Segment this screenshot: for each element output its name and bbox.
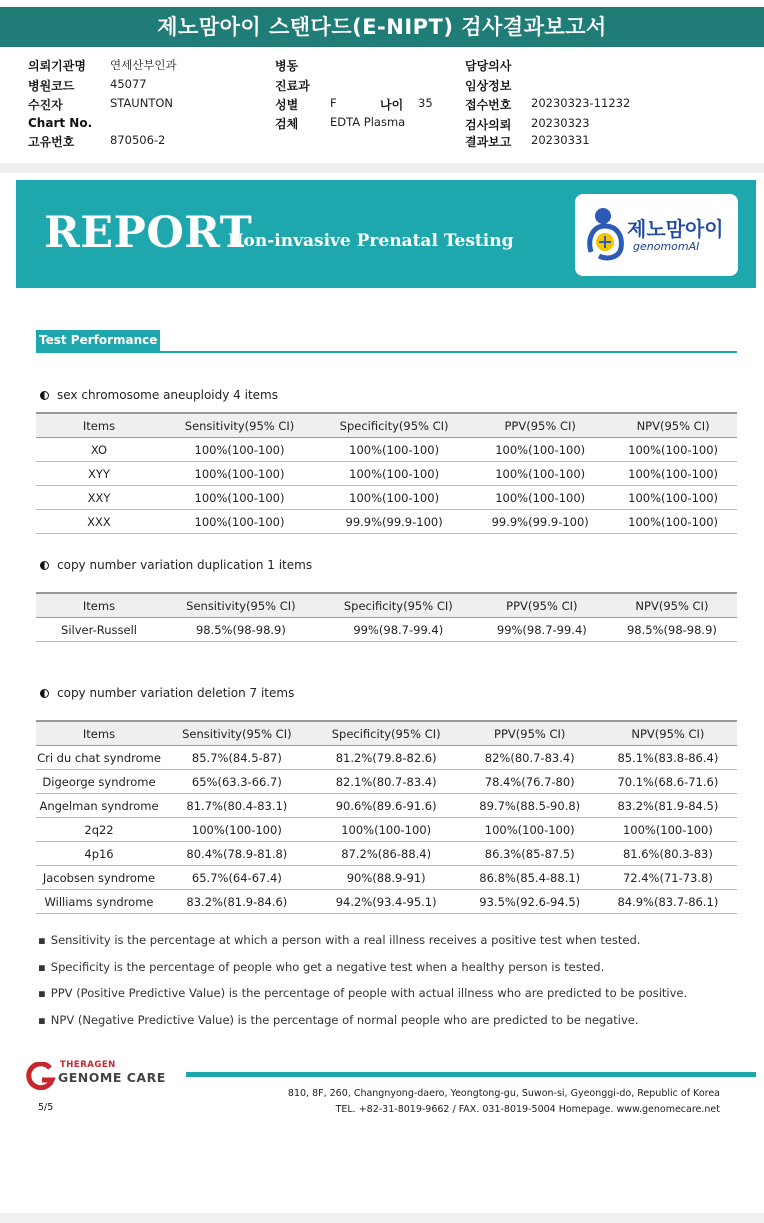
- table-cell: 100%(100-100): [609, 486, 737, 510]
- table-cell: 100%(100-100): [162, 462, 317, 486]
- table-cell: 83.2%(81.9-84.6): [162, 890, 312, 914]
- table-cell: 84.9%(83.7-86.1): [599, 890, 737, 914]
- label-receipt-no: 접수번호: [465, 98, 512, 112]
- value-receipt-no: 20230323-11232: [531, 96, 631, 110]
- table-row: [36, 818, 737, 842]
- table-cell: 72.4%(71-73.8): [599, 866, 737, 890]
- column-header: Sensitivity(95% CI): [162, 721, 312, 746]
- table-cell: Silver-Russell: [36, 618, 162, 642]
- table-row: [36, 438, 737, 462]
- column-header: Items: [36, 413, 162, 438]
- column-header: Specificity(95% CI): [320, 593, 477, 618]
- table-header-row: [36, 721, 737, 746]
- label-department: 진료과: [275, 79, 310, 93]
- table-cell: 100%(100-100): [317, 462, 471, 486]
- table-cell: 65%(63.3-66.7): [162, 770, 312, 794]
- table-cell: Cri du chat syndrome: [36, 746, 162, 770]
- performance-table-sex-chromosome: [36, 412, 737, 534]
- table-cell: 70.1%(68.6-71.6): [599, 770, 737, 794]
- note-npv: ▪ NPV (Negative Predictive Value) is the percentage of normal people who are predicted to be negative.: [38, 1013, 687, 1040]
- table-cell: XO: [36, 438, 162, 462]
- table-cell: 2q22: [36, 818, 162, 842]
- table-cell: 100%(100-100): [609, 462, 737, 486]
- table-cell: 81.7%(80.4-83.1): [162, 794, 312, 818]
- table-cell: 81.2%(79.8-82.6): [312, 746, 461, 770]
- column-header: Items: [36, 593, 162, 618]
- label-test-request: 검사의뢰: [465, 118, 512, 132]
- table-row: [36, 890, 737, 914]
- label-result-report: 결과보고: [465, 135, 512, 149]
- label-patient: 수진자: [28, 98, 63, 112]
- table-cell: 100%(100-100): [609, 438, 737, 462]
- half-circle-bullet-icon: [40, 689, 49, 698]
- report-banner: [16, 180, 756, 288]
- divider: [0, 163, 764, 173]
- footer-contact: TEL. +82-31-8019-9662 / FAX. 031-8019-5004 Homepage. www.genomecare.net: [335, 1104, 720, 1115]
- company-name-small: THERAGEN: [60, 1060, 116, 1070]
- value-hospital-code: 45077: [110, 77, 147, 91]
- table-cell: 82%(80.7-83.4): [461, 746, 599, 770]
- table-cell: Williams syndrome: [36, 890, 162, 914]
- value-sex: F: [330, 96, 337, 110]
- table-cell: 99%(98.7-99.4): [320, 618, 477, 642]
- company-name-big: GENOME CARE: [58, 1070, 166, 1085]
- performance-table-deletion: [36, 720, 737, 914]
- value-specimen: EDTA Plasma: [330, 115, 406, 129]
- table-header-row: [36, 413, 737, 438]
- footer-address: 810, 8F, 260, Changnyong-daero, Yeongtong-gu, Suwon-si, Gyeonggi-do, Republic of Korea: [287, 1088, 720, 1099]
- brand-logo: [575, 194, 738, 276]
- label-doctor: 담당의사: [465, 59, 512, 73]
- note-ppv: ▪ PPV (Positive Predictive Value) is the percentage of people with actual illness who are predicted to be positive.: [38, 986, 687, 1013]
- table-cell: 100%(100-100): [162, 510, 317, 534]
- logo-english-text: genomomAI: [633, 240, 700, 253]
- performance-table-duplication: [36, 592, 737, 642]
- section-underline: [36, 351, 737, 353]
- half-circle-bullet-icon: [40, 561, 49, 570]
- label-chart-no: Chart No.: [28, 116, 93, 130]
- table-cell: 100%(100-100): [599, 818, 737, 842]
- table-cell: 94.2%(93.4-95.1): [312, 890, 461, 914]
- table-row: [36, 510, 737, 534]
- table-cell: 90%(88.9-91): [312, 866, 461, 890]
- table-cell: 99.9%(99.9-100): [317, 510, 471, 534]
- section-heading: sex chromosome aneuploidy 4 items: [40, 388, 278, 402]
- table-row: [36, 746, 737, 770]
- value-unique-id: 870506-2: [110, 133, 166, 147]
- column-header: NPV(95% CI): [609, 413, 737, 438]
- table-cell: Angelman syndrome: [36, 794, 162, 818]
- table-cell: XXX: [36, 510, 162, 534]
- column-header: PPV(95% CI): [477, 593, 607, 618]
- table-row: [36, 462, 737, 486]
- table-cell: Jacobsen syndrome: [36, 866, 162, 890]
- table-cell: 100%(100-100): [471, 462, 609, 486]
- table-row: [36, 866, 737, 890]
- value-requesting-institution: 연세산부인과: [110, 58, 177, 72]
- test-performance-header: [36, 330, 737, 353]
- table-cell: 85.1%(83.8-86.4): [599, 746, 737, 770]
- note-sensitivity: ▪ Sensitivity is the percentage at which a person with a real illness receives a positive test when tested.: [38, 933, 687, 960]
- table-cell: 87.2%(86-88.4): [312, 842, 461, 866]
- value-test-request: 20230323: [531, 116, 590, 130]
- table-cell: 81.6%(80.3-83): [599, 842, 737, 866]
- half-circle-bullet-icon: [40, 391, 49, 400]
- table-cell: 100%(100-100): [162, 438, 317, 462]
- column-header: PPV(95% CI): [461, 721, 599, 746]
- logo-korean-text: 제노맘아이: [627, 217, 724, 241]
- column-header: NPV(95% CI): [599, 721, 737, 746]
- column-header: Specificity(95% CI): [312, 721, 461, 746]
- table-header-row: [36, 593, 737, 618]
- footer-address-block: [288, 1086, 720, 1118]
- table-cell: 82.1%(80.7-83.4): [312, 770, 461, 794]
- table-cell: 83.2%(81.9-84.5): [599, 794, 737, 818]
- company-g-icon: [26, 1062, 58, 1090]
- table-cell: 99.9%(99.9-100): [471, 510, 609, 534]
- label-clinical-info: 임상정보: [465, 79, 512, 93]
- table-cell: XYY: [36, 462, 162, 486]
- column-header: NPV(95% CI): [607, 593, 737, 618]
- table-cell: 100%(100-100): [609, 510, 737, 534]
- column-header: PPV(95% CI): [471, 413, 609, 438]
- label-age: 나이: [380, 98, 404, 112]
- value-result-report: 20230331: [531, 133, 590, 147]
- table-cell: 100%(100-100): [471, 486, 609, 510]
- table-cell: 100%(100-100): [317, 486, 471, 510]
- table-row: [36, 770, 737, 794]
- table-row: [36, 618, 737, 642]
- note-specificity: ▪ Specificity is the percentage of people who get a negative test when a healthy person is tested.: [38, 960, 687, 987]
- label-ward: 병동: [275, 59, 299, 73]
- value-age: 35: [418, 96, 433, 110]
- column-header: Sensitivity(95% CI): [162, 593, 320, 618]
- section-tab: Test Performance: [36, 330, 160, 351]
- table-cell: 78.4%(76.7-80): [461, 770, 599, 794]
- section-heading: copy number variation deletion 7 items: [40, 686, 294, 700]
- table-cell: 86.3%(85-87.5): [461, 842, 599, 866]
- table-cell: 93.5%(92.6-94.5): [461, 890, 599, 914]
- label-specimen: 검체: [275, 117, 299, 131]
- table-cell: Digeorge syndrome: [36, 770, 162, 794]
- table-cell: 86.8%(85.4-88.1): [461, 866, 599, 890]
- table-cell: 99%(98.7-99.4): [477, 618, 607, 642]
- footer-accent-line: [186, 1072, 756, 1077]
- table-cell: 98.5%(98-98.9): [162, 618, 320, 642]
- table-cell: XXY: [36, 486, 162, 510]
- table-row: [36, 486, 737, 510]
- table-cell: 100%(100-100): [162, 818, 312, 842]
- table-row: [36, 794, 737, 818]
- table-cell: 100%(100-100): [312, 818, 461, 842]
- bottom-margin: [0, 1213, 764, 1223]
- label-requesting-institution: 의뢰기관명: [28, 59, 86, 73]
- table-cell: 65.7%(64-67.4): [162, 866, 312, 890]
- table-cell: 4p16: [36, 842, 162, 866]
- report-title: 제노맘아이 스탠다드(E-NIPT) 검사결과보고서: [0, 7, 764, 47]
- label-unique-id: 고유번호: [28, 135, 75, 149]
- page-number: 5/5: [38, 1102, 54, 1113]
- definition-notes: [38, 933, 687, 1039]
- banner-title: REPORT: [44, 208, 253, 258]
- banner-subtitle: Non-invasive Prenatal Testing: [228, 231, 514, 251]
- table-cell: 100%(100-100): [461, 818, 599, 842]
- label-hospital-code: 병원코드: [28, 79, 75, 93]
- mother-baby-icon: [583, 206, 627, 264]
- value-patient: STAUNTON: [110, 96, 173, 110]
- table-cell: 89.7%(88.5-90.8): [461, 794, 599, 818]
- column-header: Items: [36, 721, 162, 746]
- table-cell: 98.5%(98-98.9): [607, 618, 737, 642]
- label-sex: 성별: [275, 98, 299, 112]
- table-cell: 100%(100-100): [471, 438, 609, 462]
- table-row: [36, 842, 737, 866]
- table-cell: 100%(100-100): [317, 438, 471, 462]
- table-cell: 80.4%(78.9-81.8): [162, 842, 312, 866]
- column-header: Sensitivity(95% CI): [162, 413, 317, 438]
- section-heading: copy number variation duplication 1 items: [40, 558, 312, 572]
- table-cell: 100%(100-100): [162, 486, 317, 510]
- column-header: Specificity(95% CI): [317, 413, 471, 438]
- table-cell: 90.6%(89.6-91.6): [312, 794, 461, 818]
- table-cell: 85.7%(84.5-87): [162, 746, 312, 770]
